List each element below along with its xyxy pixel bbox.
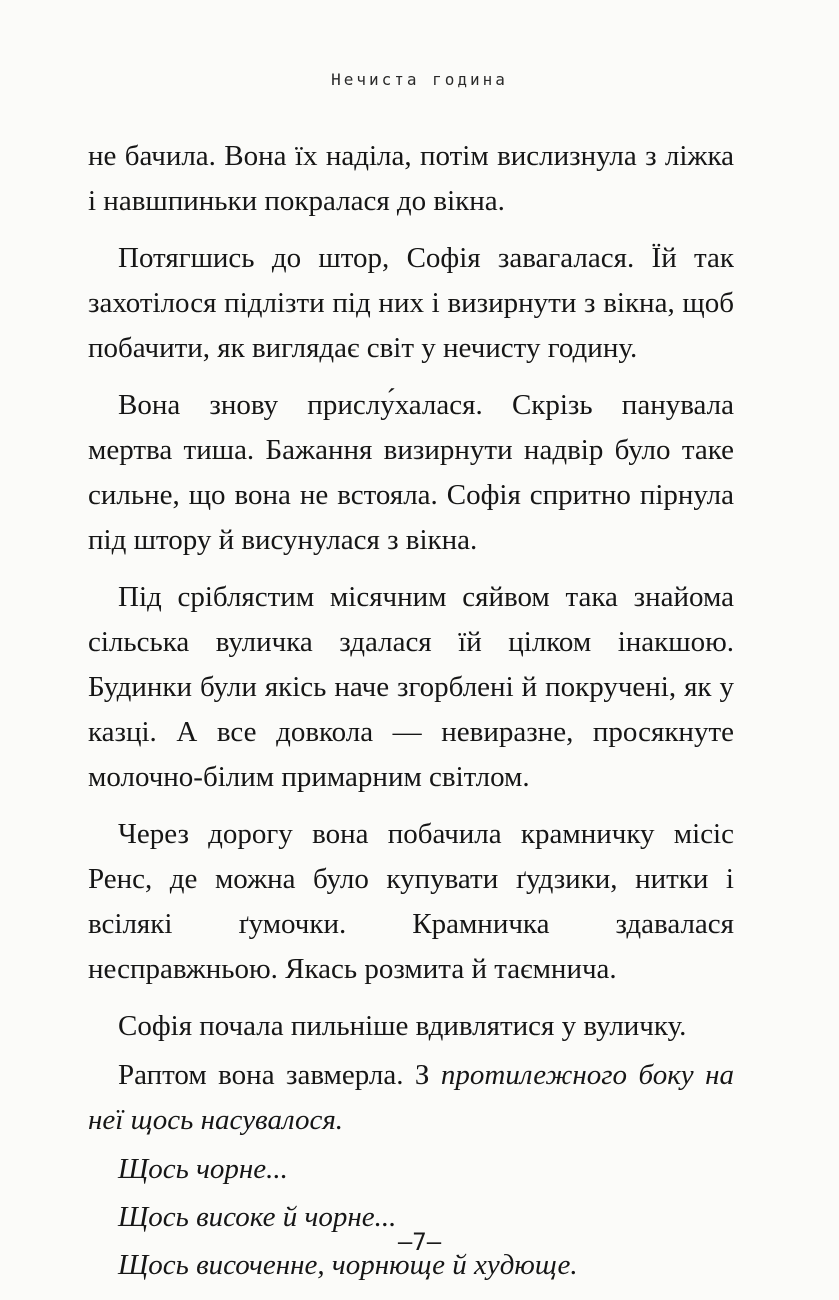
paragraph-7-italic: протилежного боку на неї щось насувалося.: [88, 1059, 734, 1136]
page-number: —7—: [397, 1228, 442, 1256]
paragraph-5: Через дорогу вона побачила крамничку місіс Ренс, де можна було купувати ґудзики, нитки і всілякі ґумочки. Крамничка здавалася несправжньою. Якась розмита й таємнича.: [88, 818, 734, 985]
body-text: [88, 134, 734, 1300]
paragraph-7: [88, 1053, 734, 1143]
paragraph-1: не бачила. Вона їх наділа, потім вислизнула з ліжка і навшпиньки покралася до вікна.: [88, 140, 734, 217]
paragraph-3: Вона знову прислу́халася. Скрізь панувала мертва тиша. Бажання визирнути надвір було таке сильне, що вона не встояла. Софія спритно пірнула під штору й висунулася з вікна.: [88, 389, 734, 556]
running-head: Нечиста година: [331, 70, 508, 89]
italic-line-1: Щось чорне...: [118, 1153, 288, 1185]
italic-line-2: Щось високе й чорне...: [118, 1201, 397, 1233]
paragraph-4: Під сріблястим місячним сяйвом така знайома сільська вуличка здалася їй цілком інакшою. Будинки були якісь наче згорблені й покручені, як у казці. А все довкола — невиразне, просякнуте молочно-білим примарним світлом.: [88, 581, 734, 793]
paragraph-6: Софія почала пильніше вдивлятися у вуличку.: [118, 1010, 687, 1042]
italic-line-3: Щось височенне, чорнюще й худюще.: [118, 1249, 578, 1281]
paragraph-7-roman: Раптом вона завмерла. З: [118, 1059, 441, 1091]
paragraph-2: Потягшись до штор, Софія завагалася. Їй так захотілося підлізти під них і визирнути з вікна, щоб побачити, як виглядає світ у нечисту годину.: [88, 242, 734, 364]
